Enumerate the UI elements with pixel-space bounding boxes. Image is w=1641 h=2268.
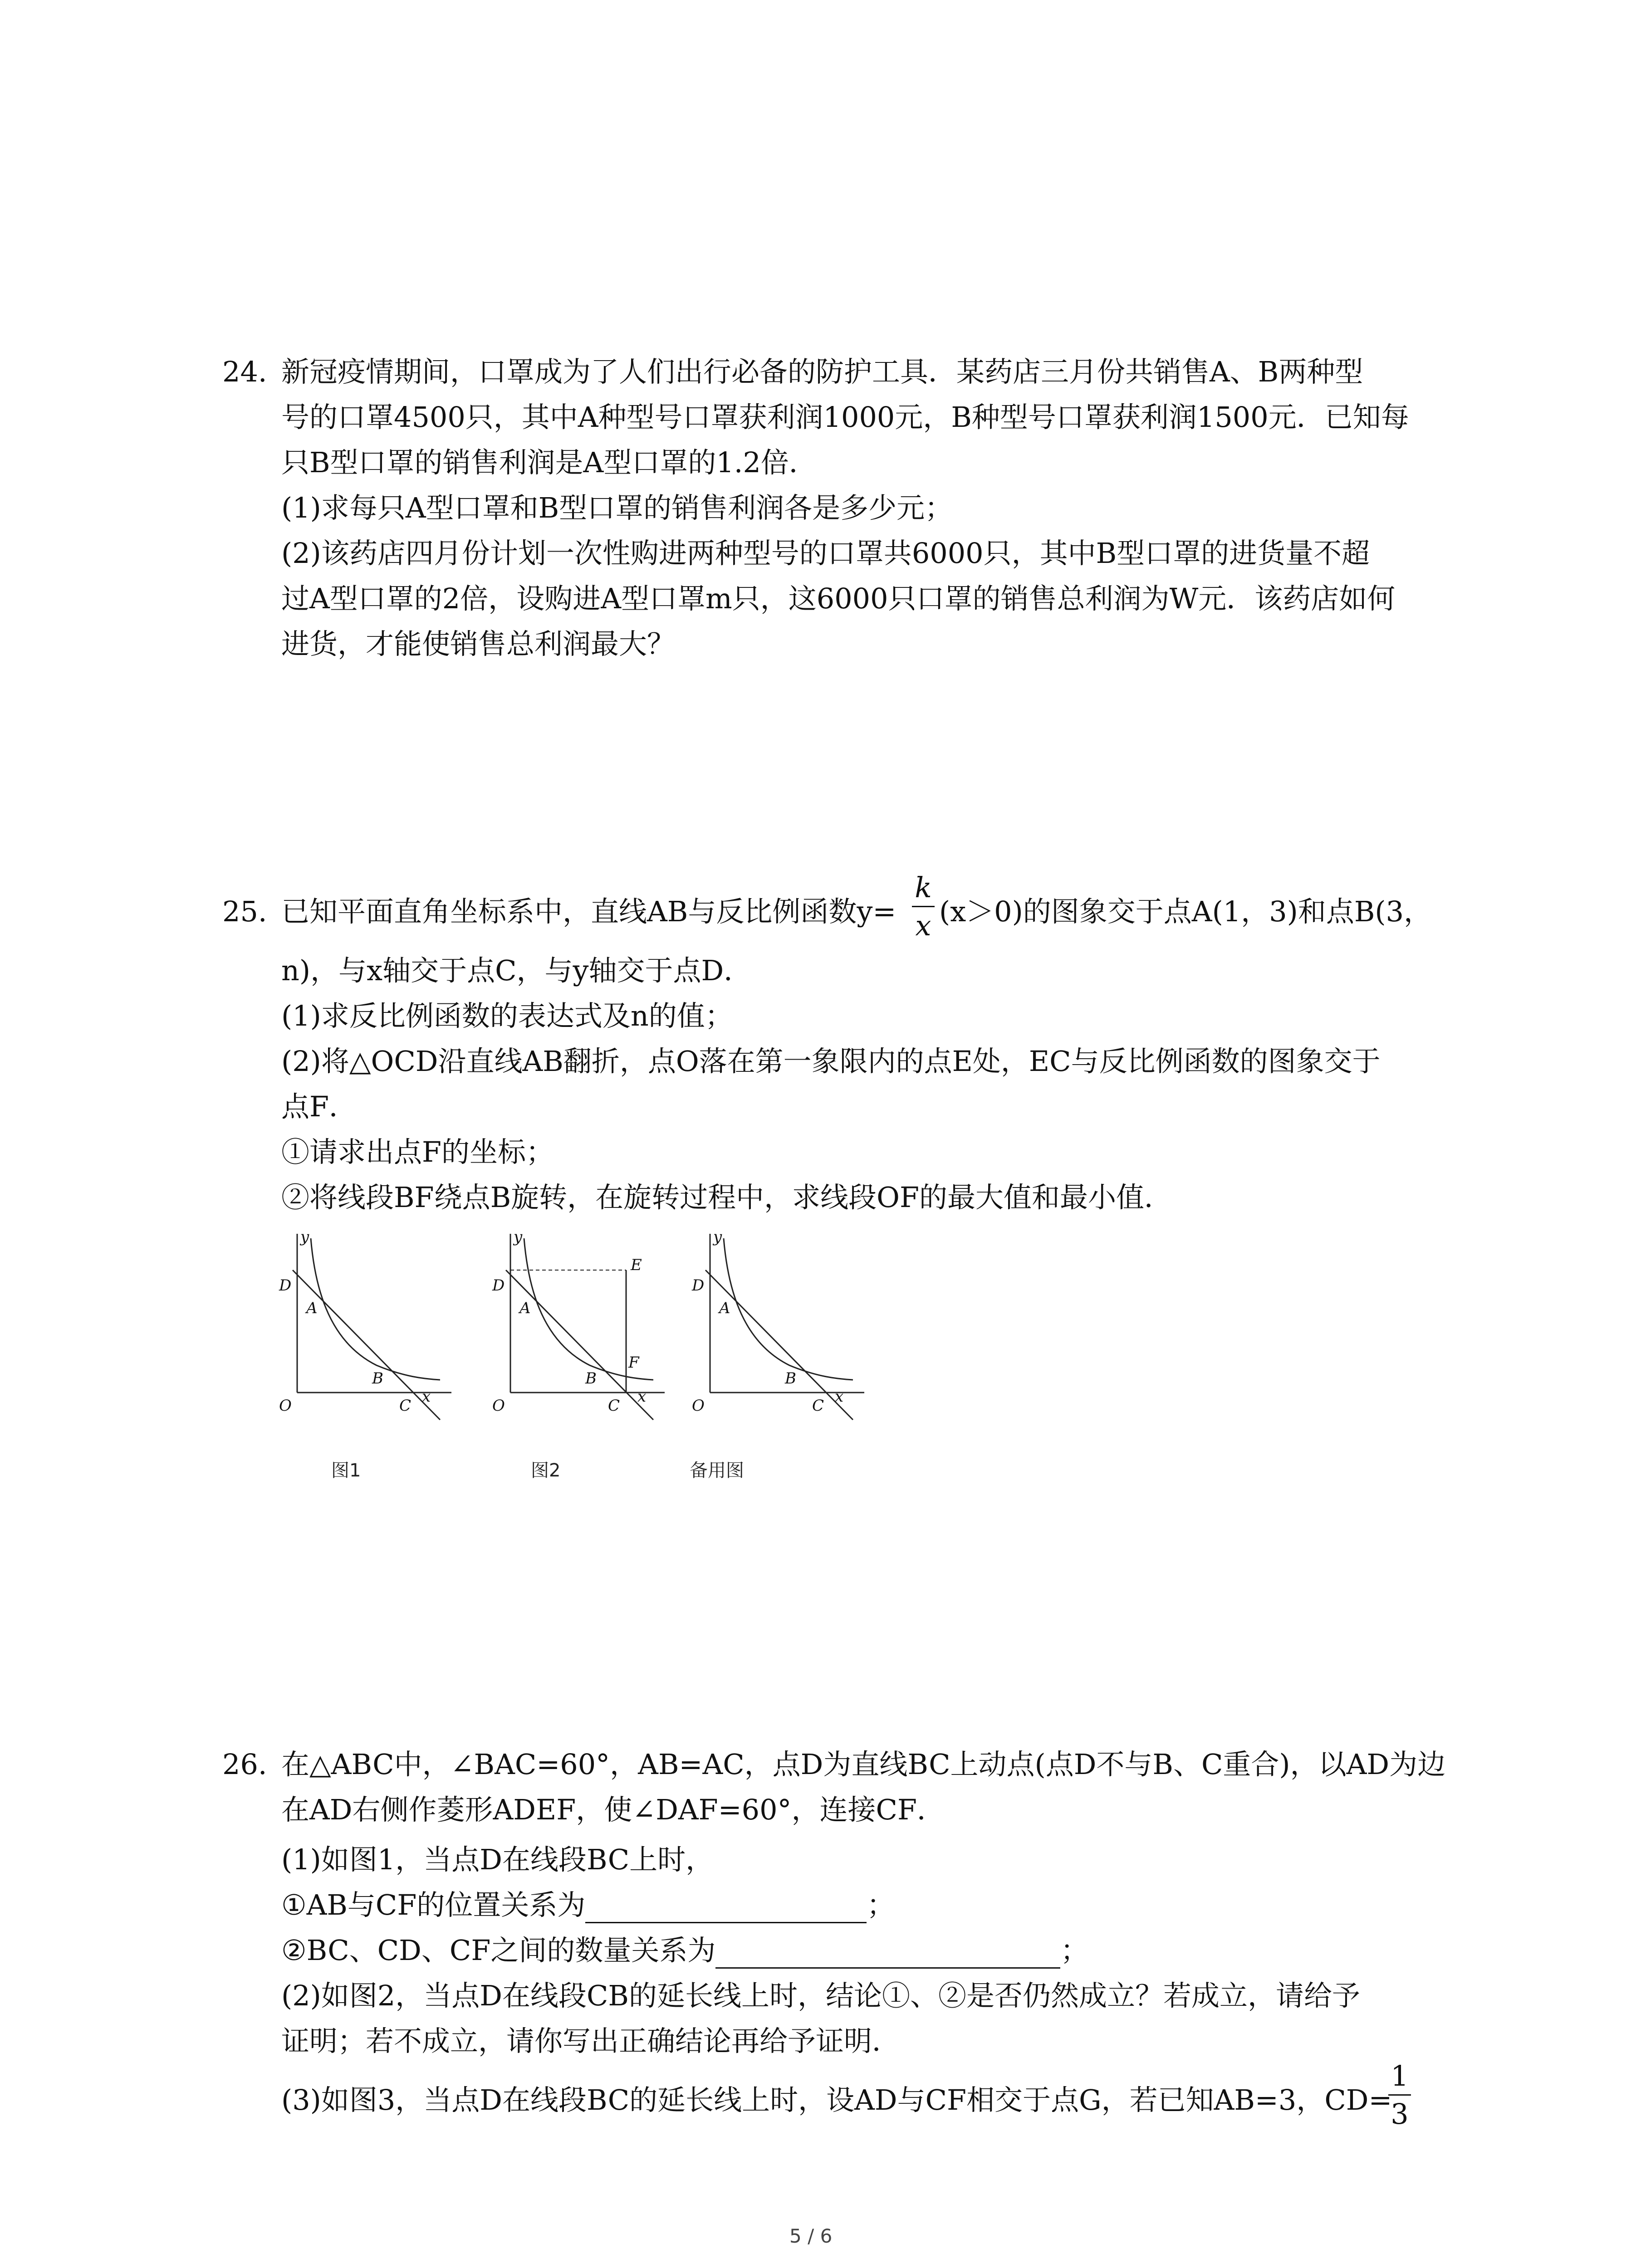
q24-line-2: 号的口罩4500只，其中A种型号口罩获利润1000元，B种型号口罩获利润1500元．已知每 — [281, 401, 1409, 434]
fig1-label-y: y — [300, 1228, 309, 1246]
q25-number: 25. — [222, 895, 267, 928]
q26-blank1-prompt: ①AB与CF的位置关系为 — [281, 1888, 586, 1921]
fig2-label-f: F — [628, 1354, 639, 1372]
q26-blank2-end: ； — [1060, 1934, 1089, 1967]
q26-answer-blank-1[interactable] — [585, 1895, 867, 1923]
fig3-label-b: B — [785, 1369, 796, 1388]
q26-answer-blank-2[interactable] — [715, 1940, 1060, 1969]
fig3-label-o: O — [692, 1397, 705, 1415]
q25-frac-num: k — [915, 871, 932, 904]
fig2-label-o: O — [492, 1397, 505, 1415]
fig2-label-b: B — [585, 1369, 597, 1388]
q25-part1: (1)求反比例函数的表达式及n的值； — [281, 999, 733, 1032]
fig1-label-d: D — [279, 1276, 292, 1295]
q24-part2-line-3: 进货，才能使销售总利润最大？ — [281, 627, 676, 660]
q26-fraction — [1388, 2059, 1411, 2131]
q25-line-1a: 已知平面直角坐标系中，直线AB与反比例函数y= — [281, 895, 896, 928]
q25-sub1: ①请求出点F的坐标； — [281, 1135, 554, 1168]
fig1-label-b: B — [372, 1369, 383, 1388]
q26-part2-line-1: (2)如图2，当点D在线段CB的延长线上时，结论①、②是否仍然成立？若成立，请给予 — [281, 1979, 1360, 2012]
q26-frac-bar — [1388, 2094, 1411, 2096]
q25-line-1b: (x＞0)的图象交于点A(1，3)和点B(3， — [939, 895, 1432, 928]
fig1-label-o: O — [279, 1397, 292, 1415]
q26-part3: (3)如图3，当点D在线段BC的延长线上时，设AD与CF相交于点G，若已知AB=3，CD= — [281, 2083, 1392, 2116]
q25-sub2: ②将线段BF绕点B旋转，在旋转过程中，求线段OF的最大值和最小值． — [281, 1181, 1172, 1214]
q24-line-3: 只B型口罩的销售利润是A型口罩的1.2倍． — [281, 446, 817, 479]
figure-2-diagram — [481, 1220, 671, 1438]
q26-blank1-end: ； — [867, 1888, 895, 1921]
q25-frac-den: x — [915, 909, 931, 942]
q26-blank2-line — [281, 1932, 1088, 1969]
fig2-label-d: D — [492, 1276, 505, 1295]
q26-blank1-line — [281, 1887, 895, 1923]
figure-2-caption: 图2 — [531, 1460, 561, 1481]
q25-frac-bar — [912, 906, 935, 907]
fig1-label-c: C — [399, 1397, 411, 1415]
q25-part2-line-2: 点F． — [281, 1090, 358, 1123]
fig3-label-y: y — [713, 1228, 722, 1246]
q24-number: 24. — [222, 355, 267, 388]
fig1-label-a: A — [306, 1299, 318, 1317]
q26-part2-line-2: 证明；若不成立，请你写出正确结论再给予证明． — [281, 2024, 901, 2058]
fig2-label-x: x — [637, 1388, 647, 1406]
figure-1-caption: 图1 — [331, 1460, 361, 1481]
q26-line-1: 在△ABC中，∠BAC=60°，AB=AC，点D为直线BC上动点(点D不与B、C重合)，以AD为边 — [281, 1748, 1446, 1781]
q26-frac-den: 3 — [1391, 2097, 1409, 2131]
q25-figure-spare — [681, 1220, 871, 1438]
q25-line-2: n)，与x轴交于点C，与y轴交于点D． — [281, 954, 752, 987]
fig2-label-y: y — [514, 1228, 523, 1246]
q26-frac-num: 1 — [1391, 2059, 1409, 2092]
q24-part1: (1)求每只A型口罩和B型口罩的销售利润各是多少元； — [281, 491, 953, 524]
page-number: 5 / 6 — [789, 2225, 833, 2247]
q26-part1: (1)如图1，当点D在线段BC上时， — [281, 1843, 714, 1876]
fig1-label-x: x — [422, 1388, 431, 1406]
figure-1-diagram — [268, 1220, 458, 1438]
q24-part2-line-1: (2)该药店四月份计划一次性购进两种型号的口罩共6000只，其中B型口罩的进货量不超 — [281, 537, 1370, 570]
fig3-label-d: D — [692, 1276, 705, 1295]
fig3-label-c: C — [812, 1397, 824, 1415]
q25-figure-2 — [481, 1220, 671, 1438]
q24-line-1: 新冠疫情期间，口罩成为了人们出行必备的防护工具．某药店三月份共销售A、B两种型 — [281, 355, 1363, 388]
q25-fraction — [912, 871, 935, 942]
figure-spare-diagram — [681, 1220, 871, 1438]
fig2-label-e: E — [631, 1256, 642, 1274]
q24-part2-line-2: 过A型口罩的2倍，设购进A型口罩m只，这6000只口罩的销售总利润为W元．该药店如何 — [281, 582, 1396, 615]
q25-figure-1 — [268, 1220, 458, 1438]
fig3-label-x: x — [835, 1388, 844, 1406]
q26-blank2-prompt: ②BC、CD、CF之间的数量关系为 — [281, 1934, 716, 1967]
figure-spare-caption: 备用图 — [690, 1460, 744, 1481]
fig2-label-c: C — [608, 1397, 620, 1415]
q26-number: 26. — [222, 1748, 267, 1781]
fig2-label-a: A — [519, 1299, 531, 1317]
fig3-label-a: A — [719, 1299, 730, 1317]
q25-part2-line-1: (2)将△OCD沿直线AB翻折，点O落在第一象限内的点E处，EC与反比例函数的图象交于 — [281, 1045, 1381, 1078]
q26-line-2: 在AD右侧作菱形ADEF，使∠DAF=60°，连接CF． — [281, 1793, 945, 1826]
